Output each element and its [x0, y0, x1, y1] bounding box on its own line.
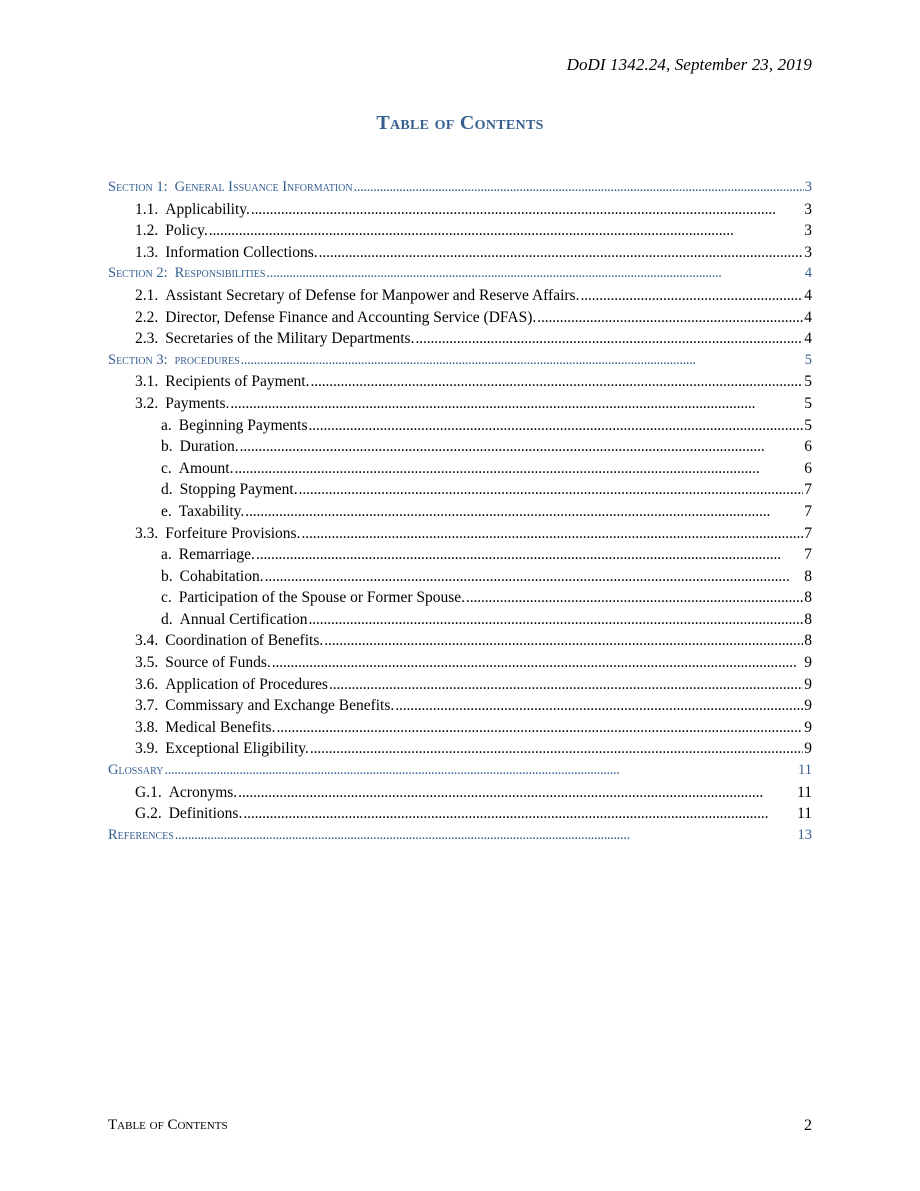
toc-entry-label [135, 242, 318, 264]
footer-section-title: Table of Contents [108, 1117, 228, 1133]
toc-item-entry[interactable] [108, 566, 812, 588]
toc-entry-number: d. [161, 481, 173, 499]
toc-subsection-entry[interactable] [108, 371, 812, 393]
toc-entry-text: Source of Funds. [165, 654, 271, 672]
toc-entry-label [161, 436, 239, 458]
toc-dot-leader [580, 285, 803, 307]
toc-entry-label [161, 609, 307, 631]
toc-entry-number: G.2. [135, 805, 162, 823]
toc-entry-page: 4 [804, 308, 812, 326]
toc-subsection-entry[interactable] [108, 695, 812, 717]
toc-entry-page: 7 [804, 546, 812, 564]
toc-dot-leader [241, 350, 804, 372]
toc-entry-label [161, 544, 255, 566]
toc-dot-leader [329, 674, 803, 696]
toc-dot-leader [265, 566, 804, 588]
toc-entry-label [161, 415, 308, 437]
toc-dot-leader [256, 544, 803, 566]
toc-entry-label [135, 307, 536, 329]
toc-entry-number: a. [161, 416, 172, 434]
toc-dot-leader [308, 609, 803, 631]
toc-dot-leader [415, 328, 803, 350]
toc-item-entry[interactable] [108, 609, 812, 631]
toc-dot-leader [238, 782, 796, 804]
toc-entry-label [161, 566, 264, 588]
toc-entry-page: 11 [798, 762, 812, 779]
toc-dot-leader [272, 652, 804, 674]
toc-entry-text: Commissary and Exchange Benefits. [165, 697, 395, 715]
toc-entry-page: 11 [797, 783, 812, 801]
toc-entry-number: 3.9. [135, 740, 159, 758]
toc-entry-text: Coordination of Benefits. [165, 632, 324, 650]
toc-entry-text: Taxability. [178, 502, 245, 520]
toc-dot-leader [324, 630, 803, 652]
toc-subsection-entry[interactable] [108, 630, 812, 652]
toc-section-entry[interactable] [108, 177, 812, 199]
toc-entry-page: 5 [804, 351, 812, 368]
toc-entry-page: 7 [804, 524, 812, 542]
toc-dot-leader [310, 371, 803, 393]
toc-entry-label [135, 717, 275, 739]
toc-entry-text: Glossary [108, 762, 164, 779]
toc-entry-label [135, 803, 242, 825]
table-of-contents [108, 177, 812, 846]
toc-entry-label [161, 587, 465, 609]
toc-entry-label [135, 782, 237, 804]
toc-subsection-entry[interactable] [108, 285, 812, 307]
toc-entry-text: Medical Benefits. [165, 718, 276, 736]
toc-entry-label [135, 630, 323, 652]
toc-item-entry[interactable] [108, 501, 812, 523]
toc-entry-page: 9 [804, 697, 812, 715]
toc-entry-page: 4 [804, 330, 812, 348]
toc-item-entry[interactable] [108, 458, 812, 480]
toc-dot-leader [276, 717, 803, 739]
toc-entry-number: e. [161, 502, 172, 520]
toc-section-entry[interactable] [108, 760, 812, 782]
toc-entry-number: 1.3. [135, 243, 159, 261]
toc-dot-leader [245, 501, 803, 523]
toc-entry-text: Assistant Secretary of Defense for Manpower and Reserve Affairs. [165, 286, 580, 304]
toc-entry-number: 3.6. [135, 675, 159, 693]
toc-section-entry[interactable] [108, 825, 812, 847]
toc-entry-label [135, 674, 328, 696]
toc-entry-text: Stopping Payment. [179, 481, 298, 499]
toc-entry-page: 11 [797, 805, 812, 823]
toc-entry-page: 13 [797, 826, 812, 843]
toc-subsection-entry[interactable] [108, 738, 812, 760]
toc-dot-leader [175, 825, 797, 847]
toc-entry-page: 5 [804, 373, 812, 391]
toc-dot-leader [240, 436, 804, 458]
toc-entry-text: Duration. [179, 438, 239, 456]
toc-dot-leader [266, 263, 803, 285]
toc-entry-number: Section 3: [108, 351, 168, 368]
toc-entry-page: 5 [804, 394, 812, 412]
toc-subsection-entry[interactable] [108, 328, 812, 350]
toc-entry-text: Payments. [165, 394, 230, 412]
toc-entry-text: References [108, 826, 174, 843]
toc-entry-page: 4 [804, 286, 812, 304]
toc-dot-leader [209, 220, 804, 242]
toc-entry-text: Recipients of Payment. [165, 373, 310, 391]
toc-subsection-entry[interactable] [108, 307, 812, 329]
toc-dot-leader [251, 199, 803, 221]
toc-section-entry[interactable] [108, 263, 812, 285]
toc-entry-label [161, 458, 233, 480]
toc-entry-text: Exceptional Eligibility. [165, 740, 309, 758]
toc-entry-label [135, 328, 414, 350]
toc-entry-number: 3.4. [135, 632, 159, 650]
toc-entry-text: procedures [174, 351, 240, 368]
toc-dot-leader [537, 307, 803, 329]
toc-item-entry[interactable] [108, 415, 812, 437]
toc-entry-number: d. [161, 610, 173, 628]
toc-entry-page: 7 [804, 481, 812, 499]
toc-entry-text: Definitions. [168, 805, 243, 823]
toc-entry-page: 3 [804, 243, 812, 261]
toc-entry-label [135, 220, 208, 242]
toc-entry-label [135, 285, 579, 307]
toc-subsection-entry[interactable] [108, 199, 812, 221]
toc-entry-page: 7 [804, 502, 812, 520]
toc-entry-page: 4 [804, 265, 812, 282]
toc-entry-number: a. [161, 546, 172, 564]
toc-subsection-entry[interactable] [108, 652, 812, 674]
toc-entry-page: 6 [804, 459, 812, 477]
toc-entry-label [135, 371, 309, 393]
toc-subsection-entry[interactable] [108, 803, 812, 825]
toc-item-entry[interactable] [108, 479, 812, 501]
toc-entry-page: 3 [804, 200, 812, 218]
toc-entry-text: Responsibilities [174, 265, 266, 282]
toc-entry-number: 2.1. [135, 286, 159, 304]
toc-entry-label [135, 695, 394, 717]
toc-entry-number: b. [161, 567, 173, 585]
toc-entry-label [108, 177, 353, 199]
toc-subsection-entry[interactable] [108, 782, 812, 804]
toc-entry-label [161, 479, 298, 501]
toc-entry-text: Acronyms. [168, 783, 238, 801]
toc-entry-page: 9 [804, 654, 812, 672]
toc-entry-number: G.1. [135, 783, 162, 801]
toc-entry-number: 2.3. [135, 330, 159, 348]
toc-entry-text: Applicability. [165, 200, 250, 218]
toc-entry-label [135, 523, 300, 545]
toc-entry-page: 3 [804, 222, 812, 240]
toc-entry-number: c. [161, 589, 172, 607]
toc-entry-text: Beginning Payments [178, 416, 308, 434]
toc-entry-number: 2.2. [135, 308, 159, 326]
toc-entry-number: 3.7. [135, 697, 159, 715]
toc-entry-label [135, 738, 309, 760]
toc-dot-leader [466, 587, 803, 609]
toc-entry-text: Policy. [165, 222, 208, 240]
page-header: DoDI 1342.24, September 23, 2019 [566, 55, 812, 74]
toc-dot-leader [354, 177, 804, 199]
toc-subsection-entry[interactable] [108, 523, 812, 545]
toc-entry-label [108, 350, 240, 372]
toc-entry-page: 9 [804, 718, 812, 736]
toc-entry-label [135, 199, 250, 221]
toc-entry-label [108, 263, 265, 285]
toc-entry-text: Forfeiture Provisions. [165, 524, 301, 542]
toc-entry-page: 8 [804, 610, 812, 628]
toc-dot-leader [319, 242, 804, 264]
toc-entry-number: Section 2: [108, 265, 168, 282]
toc-entry-label [135, 652, 271, 674]
toc-item-entry[interactable] [108, 544, 812, 566]
toc-subsection-entry[interactable] [108, 393, 812, 415]
toc-entry-label [135, 393, 229, 415]
toc-dot-leader [301, 523, 803, 545]
toc-dot-leader [309, 415, 804, 437]
toc-item-entry[interactable] [108, 436, 812, 458]
toc-dot-leader [299, 479, 804, 501]
toc-entry-number: 1.1. [135, 200, 159, 218]
toc-section-entry[interactable] [108, 350, 812, 372]
toc-subsection-entry[interactable] [108, 242, 812, 264]
toc-entry-page: 8 [804, 589, 812, 607]
toc-entry-page: 3 [804, 179, 812, 195]
toc-entry-number: b. [161, 438, 173, 456]
toc-dot-leader [310, 738, 803, 760]
toc-entry-text: General Issuance Information [174, 179, 353, 195]
toc-entry-page: 5 [804, 416, 812, 434]
toc-entry-page: 6 [804, 438, 812, 456]
toc-entry-text: Participation of the Spouse or Former Spouse. [178, 589, 466, 607]
toc-entry-text: Amount. [178, 459, 234, 477]
toc-dot-leader [243, 803, 796, 825]
toc-entry-number: 1.2. [135, 222, 159, 240]
toc-entry-page: 9 [804, 675, 812, 693]
toc-entry-label [108, 760, 164, 782]
toc-entry-text: Remarriage. [178, 546, 255, 564]
footer-page-number: 2 [804, 1117, 812, 1134]
toc-dot-leader [230, 393, 803, 415]
toc-entry-text: Secretaries of the Military Departments. [165, 330, 415, 348]
toc-entry-page: 8 [804, 632, 812, 650]
toc-entry-label [108, 825, 174, 847]
toc-entry-text: Cohabitation. [179, 567, 264, 585]
toc-entry-number: 3.5. [135, 654, 159, 672]
toc-entry-page: 9 [804, 740, 812, 758]
toc-dot-leader [165, 760, 798, 782]
page-title: Table of Contents [376, 112, 544, 134]
toc-entry-number: 3.1. [135, 373, 159, 391]
toc-dot-leader [395, 695, 803, 717]
toc-entry-text: Annual Certification [179, 610, 308, 628]
toc-entry-label [161, 501, 244, 523]
toc-subsection-entry[interactable] [108, 220, 812, 242]
toc-entry-number: 3.3. [135, 524, 159, 542]
toc-subsection-entry[interactable] [108, 717, 812, 739]
toc-entry-number: 3.2. [135, 394, 159, 412]
toc-entry-text: Director, Defense Finance and Accounting Service (DFAS). [165, 308, 537, 326]
toc-entry-number: Section 1: [108, 179, 168, 195]
toc-entry-page: 8 [804, 567, 812, 585]
toc-entry-text: Application of Procedures [165, 675, 328, 693]
toc-entry-text: Information Collections. [165, 243, 318, 261]
toc-dot-leader [234, 458, 803, 480]
toc-entry-number: c. [161, 459, 172, 477]
toc-item-entry[interactable] [108, 587, 812, 609]
toc-entry-number: 3.8. [135, 718, 159, 736]
toc-subsection-entry[interactable] [108, 674, 812, 696]
